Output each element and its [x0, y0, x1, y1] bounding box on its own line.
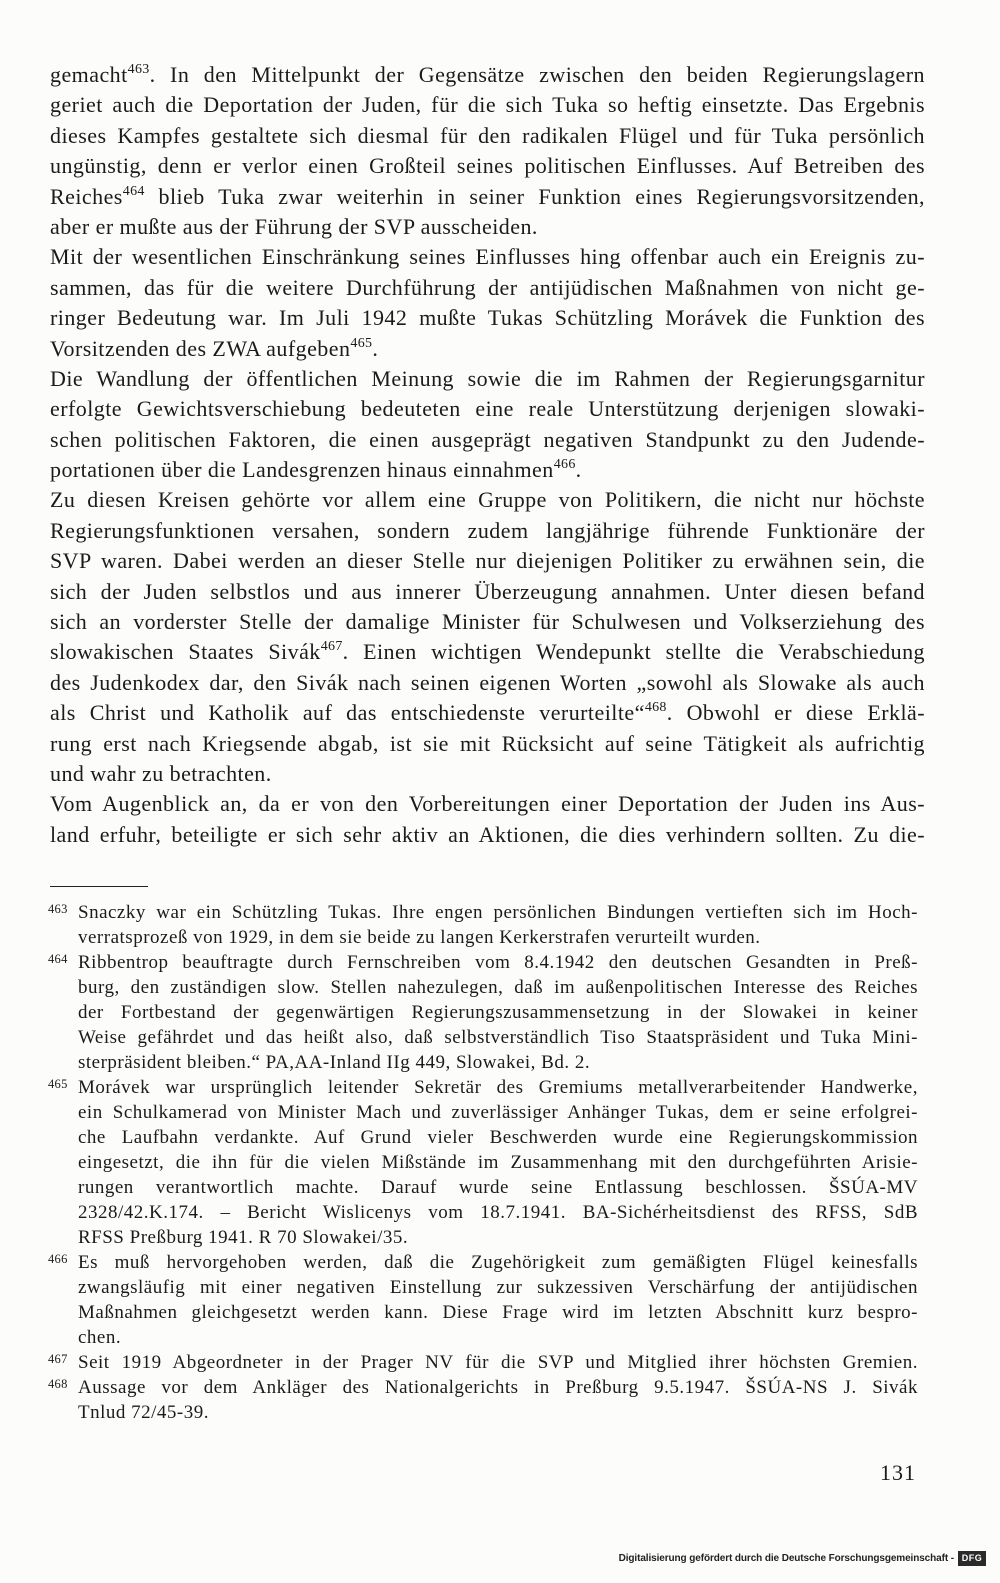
footnote-line: Snaczky war ein Schützling Tukas. Ihre engen persönlichen Bindungen vertieften sich im Hoch-: [78, 902, 918, 923]
body-line: [50, 273, 925, 303]
dfg-logo: DFG: [958, 1551, 986, 1566]
digitization-credit: [619, 1551, 986, 1566]
text-run: als Christ und Katholik auf das entschiedenste verurteilte“: [50, 700, 645, 726]
page-number: 131: [880, 1460, 916, 1485]
body-line: [50, 698, 925, 728]
footnote-text: [78, 950, 920, 1075]
footnote-468: [50, 1375, 920, 1425]
text-run: geriet auch die Deportation der Juden, für die sich Tuka so heftig einsetzte. Das Ergebnis: [50, 92, 925, 118]
text-run: Die Wandlung der öffentlichen Meinung sowie die im Rahmen der Regierungsgarnitur: [50, 365, 925, 391]
footnote-466: [50, 1250, 920, 1350]
body-line: [50, 90, 925, 120]
body-line: [50, 637, 925, 667]
footnote-line: Tnlud 72/45-39.: [78, 1402, 209, 1423]
text-run: . Einen wichtigen Wendepunkt stellte die Verabschiedung: [342, 639, 925, 665]
footnote-number: 465: [48, 1077, 68, 1091]
text-run: Mit der wesentlichen Einschränkung seines Einflusses hing offenbar auch ein Ereignis zu-: [50, 244, 925, 270]
text-run: Zu diesen Kreisen gehörte vor allem eine Gruppe von Politikern, die nicht nur höchste: [50, 487, 925, 513]
body-paragraph: [50, 364, 925, 486]
footnote-text: [78, 1375, 920, 1425]
footnote-reference: 464: [122, 183, 145, 199]
body-line: [50, 820, 925, 850]
body-line: [50, 121, 925, 151]
footnote-text: [78, 900, 920, 950]
body-line: [50, 242, 925, 272]
footnote-line: verratsprozeß von 1929, in dem sie beide zu langen Kerkerstrafen verurteilt wurden.: [78, 927, 761, 948]
footnote-line: chen.: [78, 1327, 122, 1348]
footnote-line: Ribbentrop beauftragte durch Fernschreiben vom 8.4.1942 den deutschen Gesandten in Preß-: [78, 952, 918, 973]
footnote-number: 464: [48, 952, 68, 966]
body-line: [50, 212, 925, 242]
body-line: [50, 729, 925, 759]
body-line: [50, 789, 925, 819]
body-line: [50, 546, 925, 576]
text-run: land erfuhr, beteiligte er sich sehr aktiv an Aktionen, die dies verhindern sollten. Zu die-: [50, 821, 925, 847]
footnote-line: Maßnahmen gleichgesetzt werden kann. Diese Frage wird im letzten Abschnitt kurz bespro-: [78, 1302, 918, 1323]
footnote-number: 468: [48, 1377, 68, 1391]
text-run: .: [575, 457, 582, 483]
text-run: blieb Tuka zwar weiterhin in seiner Funktion eines Regierungsvorsitzenden,: [144, 183, 925, 209]
footnote-line: rungen verantwortlich machte. Darauf wurde seine Entlassung beschlossen. ŠSÚA-MV: [78, 1177, 918, 1198]
text-run: Vom Augenblick an, da er von den Vorbereitungen einer Deportation der Juden ins Aus-: [50, 791, 925, 817]
footnote-line: burg, den zuständigen slow. Stellen nahezulegen, daß im außenpolitischen Interesse des Reiches: [78, 977, 918, 998]
footnote-line: che Laufbahn verdankte. Auf Grund vieler Beschwerden wurde eine Regierungskommission: [78, 1127, 918, 1148]
footnote-text: [78, 1250, 920, 1350]
footnote-reference: 465: [350, 335, 373, 351]
text-run: slowakischen Staates Sivák: [50, 639, 321, 665]
body-line: [50, 394, 925, 424]
footnote-text: [78, 1350, 920, 1375]
footnote-line: RFSS Preßburg 1941. R 70 Slowakei/35.: [78, 1227, 409, 1248]
footnote-line: eingesetzt, die ihn für die vielen Mißstände im Zusammenhang mit den durchgeführten Arisie-: [78, 1152, 918, 1173]
text-run: Reiches: [50, 183, 123, 209]
footnote-number: 463: [48, 902, 68, 916]
footnote-line: zwangsläufig mit einer negativen Einstellung zur sukzessiven Verschärfung der antijüdischen: [78, 1277, 918, 1298]
text-run: . In den Mittelpunkt der Gegensätze zwischen den beiden Regierungslagern: [149, 62, 925, 87]
text-run: Vorsitzenden des ZWA aufgeben: [50, 335, 351, 361]
footnote-line: Es muß hervorgehoben werden, daß die Zugehörigkeit zum gemäßigten Flügel keinesfalls: [78, 1252, 918, 1273]
text-run: SVP waren. Dabei werden an dieser Stelle nur diejenigen Politiker zu erwähnen sein, die: [50, 548, 925, 574]
footnote-line: 2328/42.K.174. – Bericht Wislicenys vom 18.7.1941. BA-Sichérheitsdienst des RFSS, SdB: [78, 1202, 918, 1223]
footnote-line: ein Schulkamerad von Minister Mach und zuverlässiger Anhänger Tukas, dem er seine erfolgrei-: [78, 1102, 918, 1123]
text-run: ungünstig, denn er verlor einen Großteil seines politischen Einflusses. Auf Betreiben des: [50, 153, 925, 179]
footnote-reference: 463: [127, 62, 150, 77]
body-line: [50, 364, 925, 394]
body-paragraph: [50, 60, 925, 242]
footnote-line: Aussage vor dem Ankläger des Nationalgerichts in Preßburg 9.5.1947. ŠSÚA-NS J. Sivák: [78, 1377, 918, 1398]
footnote-reference: 468: [644, 700, 667, 716]
footnote-text: [78, 1075, 920, 1250]
body-line: [50, 668, 925, 698]
text-run: sammen, das für die weitere Durchführung der antijüdischen Maßnahmen von nicht ge-: [50, 274, 925, 300]
body-paragraph: [50, 485, 925, 789]
footnote-line: der Fortbestand der gegenwärtigen Regierungszusammensetzung in der Slowakei in keiner: [78, 1002, 918, 1023]
footnote-line: Weise gefährdet und das heißt also, daß selbstverständlich Tiso Staatspräsident und Tuka Mini-: [78, 1027, 918, 1048]
footnote-463: [50, 900, 920, 950]
footnotes: [50, 900, 920, 1425]
body-text: [50, 60, 925, 850]
footnote-reference: 466: [553, 457, 576, 473]
body-line: [50, 759, 925, 789]
footnote-line: Seit 1919 Abgeordneter in der Prager NV für die SVP und Mitglied ihrer höchsten Gremien.: [78, 1352, 918, 1373]
body-line: [50, 182, 925, 212]
body-line: [50, 303, 925, 333]
text-run: sich der Juden selbstlos und aus innerer Überzeugung annahmen. Unter diesen befand: [50, 578, 925, 604]
text-run: Regierungsfunktionen versahen, sondern zudem langjährige führende Funktionäre der: [50, 517, 925, 543]
text-run: aber er mußte aus der Führung der SVP ausscheiden.: [50, 213, 538, 239]
body-line: [50, 334, 925, 364]
text-run: ringer Bedeutung war. Im Juli 1942 mußte Tukas Schützling Morávek die Funktion des: [50, 305, 925, 331]
text-run: und wahr zu betrachten.: [50, 760, 272, 786]
text-run: dieses Kampfes gestaltete sich diesmal für den radikalen Flügel und für Tuka persönlich: [50, 122, 925, 148]
text-run: portationen über die Landesgrenzen hinaus einnahmen: [50, 457, 554, 483]
footnote-464: [50, 950, 920, 1075]
body-paragraph: [50, 242, 925, 364]
footnote-line: Morávek war ursprünglich leitender Sekretär des Gremiums metallverarbeitender Handwerke,: [78, 1077, 918, 1098]
body-line: [50, 607, 925, 637]
credit-text: Digitalisierung gefördert durch die Deutsche Forschungsgemeinschaft -: [618, 1553, 954, 1564]
text-run: . Obwohl er diese Erklä-: [666, 700, 926, 726]
text-run: gemacht: [50, 62, 128, 87]
body-line: [50, 425, 925, 455]
body-line: [50, 485, 925, 515]
footnote-rule: [50, 886, 148, 887]
text-run: erfolgte Gewichtsverschiebung bedeuteten eine reale Unterstützung derjenigen slowaki-: [50, 396, 925, 422]
text-run: schen politischen Faktoren, die einen ausgeprägt negativen Standpunkt zu den Judende-: [50, 426, 925, 452]
footnote-465: [50, 1075, 920, 1250]
body-line: [50, 151, 925, 181]
body-line: [50, 60, 925, 90]
body-paragraph: [50, 789, 925, 850]
text-run: rung erst nach Kriegsende abgab, ist sie mit Rücksicht auf seine Tätigkeit als aufrichtig: [50, 730, 925, 756]
footnote-number: 466: [48, 1252, 68, 1266]
body-line: [50, 516, 925, 546]
footnote-reference: 467: [320, 639, 343, 655]
text-run: des Judenkodex dar, den Sivák nach seinen eigenen Worten „sowohl als Slowake als auch: [50, 669, 925, 695]
body-line: [50, 455, 925, 485]
body-line: [50, 577, 925, 607]
text-run: sich an vorderster Stelle der damalige Minister für Schulwesen und Volkserziehung des: [50, 609, 925, 635]
footnote-number: 467: [48, 1352, 68, 1366]
footnote-line: sterpräsident bleiben.“ PA,AA-Inland IIg 449, Slowakei, Bd. 2.: [78, 1052, 591, 1073]
footnote-467: [50, 1350, 920, 1375]
text-run: .: [372, 335, 379, 361]
